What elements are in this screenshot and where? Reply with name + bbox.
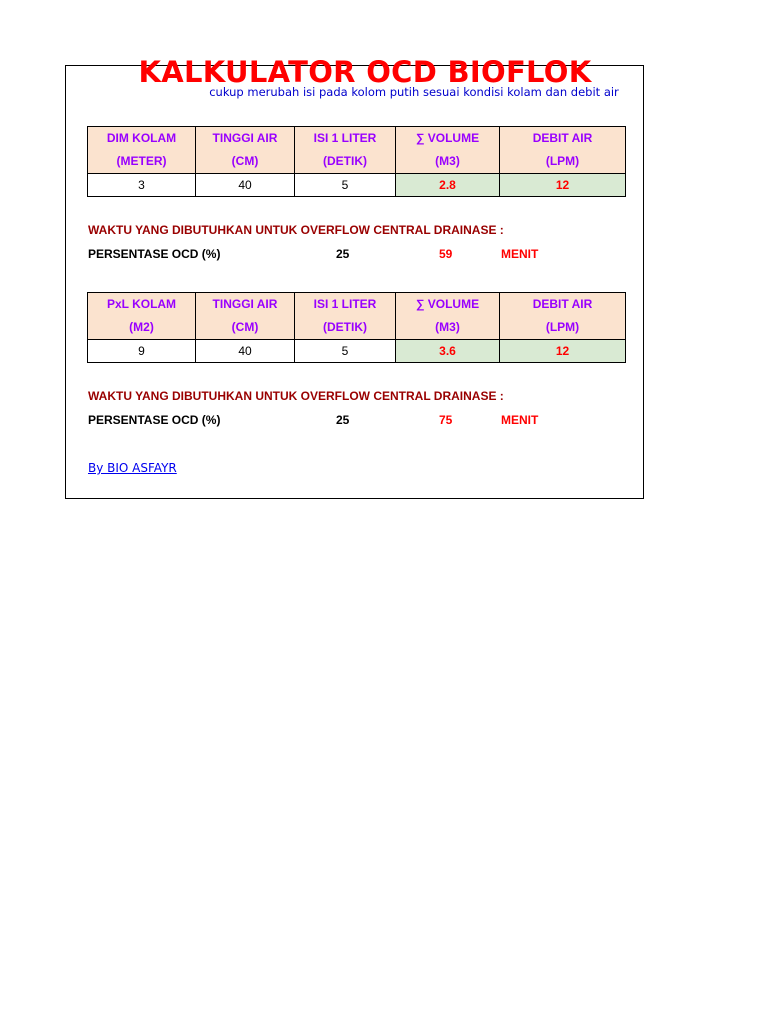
header-unit: (DETIK)	[323, 154, 367, 168]
header-label: TINGGI AIR	[212, 297, 278, 311]
input-dim-kolam[interactable]: 3	[88, 174, 196, 197]
output-volume: 2.8	[396, 174, 500, 197]
input-isi-liter[interactable]: 5	[295, 340, 396, 363]
header-cell-debit-air	[500, 127, 626, 174]
page-subtitle: cukup merubah isi pada kolom putih sesuai kondisi kolam dan debit air	[209, 85, 619, 99]
header-label: DEBIT AIR	[532, 297, 593, 311]
header-unit: (M3)	[435, 154, 460, 168]
header-label: DEBIT AIR	[532, 131, 593, 145]
minutes-unit: MENIT	[501, 413, 539, 427]
header-unit: (CM)	[231, 320, 259, 334]
header-cell-isi-liter	[295, 127, 396, 174]
header-unit: (LPM)	[545, 320, 580, 334]
header-cell-volume	[396, 127, 500, 174]
header-label: DIM KOLAM	[106, 131, 177, 145]
minutes-unit: MENIT	[501, 247, 539, 261]
calculator-table-dim	[87, 126, 626, 197]
table-value-row	[88, 174, 626, 197]
input-tinggi-air[interactable]: 40	[196, 340, 295, 363]
calculator-table-pxl	[87, 292, 626, 363]
header-unit: (METER)	[116, 154, 167, 168]
header-cell-tinggi-air	[196, 293, 295, 340]
header-label: ∑ VOLUME	[415, 131, 480, 145]
header-cell-pxl-kolam	[88, 293, 196, 340]
overflow-label: WAKTU YANG DIBUTUHKAN UNTUK OVERFLOW CENTRAL DRAINASE :	[88, 223, 504, 237]
header-unit: (M3)	[435, 320, 460, 334]
table-header-row	[88, 293, 626, 340]
output-debit-air: 12	[500, 174, 626, 197]
output-debit-air: 12	[500, 340, 626, 363]
header-label: ISI 1 LITER	[313, 297, 377, 311]
header-unit: (LPM)	[545, 154, 580, 168]
input-isi-liter[interactable]: 5	[295, 174, 396, 197]
header-unit: (M2)	[129, 320, 154, 334]
overflow-label: WAKTU YANG DIBUTUHKAN UNTUK OVERFLOW CENTRAL DRAINASE :	[88, 389, 504, 403]
header-label: PxL KOLAM	[106, 297, 177, 311]
header-cell-debit-air	[500, 293, 626, 340]
header-label: ISI 1 LITER	[313, 131, 377, 145]
percentage-input[interactable]: 25	[336, 413, 350, 427]
header-unit: (DETIK)	[323, 320, 367, 334]
header-cell-dim-kolam	[88, 127, 196, 174]
header-cell-isi-liter	[295, 293, 396, 340]
header-cell-tinggi-air	[196, 127, 295, 174]
header-cell-volume	[396, 293, 500, 340]
page-title: KALKULATOR OCD BIOFLOK	[138, 55, 592, 89]
output-volume: 3.6	[396, 340, 500, 363]
header-label: ∑ VOLUME	[415, 297, 480, 311]
overflow-minutes-value: 59	[439, 247, 453, 261]
overflow-minutes-value: 75	[439, 413, 453, 427]
header-unit: (CM)	[231, 154, 259, 168]
input-tinggi-air[interactable]: 40	[196, 174, 295, 197]
table-header-row	[88, 127, 626, 174]
percentage-label: PERSENTASE OCD (%)	[88, 413, 221, 427]
input-pxl-kolam[interactable]: 9	[88, 340, 196, 363]
percentage-input[interactable]: 25	[336, 247, 350, 261]
author-credit-link[interactable]: By BIO ASFAYR	[88, 461, 177, 475]
header-label: TINGGI AIR	[212, 131, 278, 145]
table-value-row	[88, 340, 626, 363]
percentage-label: PERSENTASE OCD (%)	[88, 247, 221, 261]
